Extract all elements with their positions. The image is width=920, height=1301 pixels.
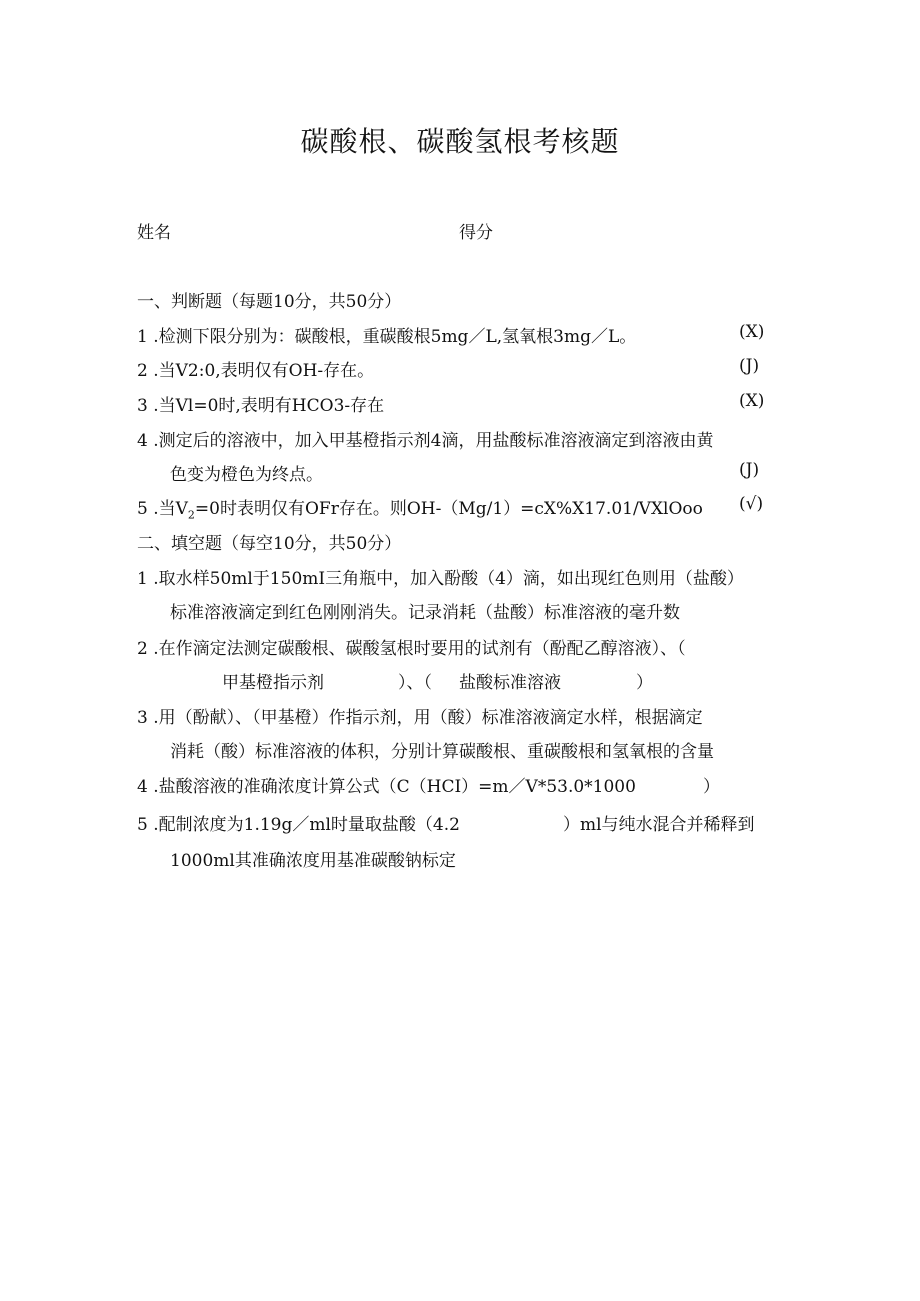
s1-q1-text: 1 .检测下限分别为：碳酸根，重碳酸根5mg／L,氢氧根3mg／L。: [137, 327, 637, 347]
s2-q3-line2: 消耗（酸）标准溶液的体积，分别计算碳酸根、重碳酸根和氢氧根的含量: [170, 742, 714, 762]
name-label: 姓名: [137, 223, 171, 243]
s2-q5-line2: 1000ml其准确浓度用基准碳酸钠标定: [170, 851, 456, 871]
s1-q5-subscript: 2: [187, 508, 195, 522]
s2-q3-line1: 3 .用（酚献）、（甲基橙）作指示剂，用（酸）标准溶液滴定水样，根据滴定: [137, 708, 703, 728]
s2-q1-line2: 标准溶液滴定到红色刚刚消失。记录消耗（盐酸）标准溶液的毫升数: [170, 603, 680, 623]
page-title: 碳酸根、碳酸氢根考核题: [300, 125, 620, 158]
s1-q5-text: [137, 494, 703, 521]
s2-q4-text: 4 .盐酸溶液的准确浓度计算公式（C（HCI）=m／V*53.0*1000: [137, 777, 636, 797]
s1-q5-mark: (√): [739, 494, 764, 514]
s1-q5-text-b: =0时表明仅有OFr存在。则OH-（Mg/1）=cX%X17.01/VXlOoo: [194, 499, 703, 519]
s2-q2-separator: ）、（: [398, 673, 432, 693]
s1-q4-line2: 色变为橙色为终点。: [170, 465, 323, 485]
s1-q4-line1: 4 .测定后的溶液中，加入甲基橙指示剂4滴，用盐酸标准溶液滴定到溶液由黄: [137, 431, 714, 451]
section1-heading: 一、判断题（每题10分，共50分）: [137, 292, 402, 312]
s1-q4-mark: (J): [739, 460, 760, 480]
s1-q2-text: 2 .当V2:0,表明仅有OH-存在。: [137, 361, 375, 381]
s2-q2-close: ）: [636, 673, 653, 693]
s1-q3-text: 3 .当Vl=0时,表明有HCO3-存在: [137, 396, 385, 416]
s2-q2-answer1: 甲基橙指示剂: [222, 673, 324, 693]
score-label: 得分: [459, 223, 493, 243]
s2-q1-line1: 1 .取水样50ml于150mI三角瓶中，加入酚酸（4）滴，如出现红色则用（盐酸）: [137, 569, 744, 589]
s1-q3-mark: (X): [739, 391, 765, 411]
s1-q2-mark: (J): [739, 356, 760, 376]
s2-q2-answer2: 盐酸标准溶液: [459, 673, 561, 693]
section2-heading: 二、填空题（每空10分，共50分）: [137, 534, 402, 554]
s2-q5-line1b: ）ml与纯水混合并稀释到: [563, 815, 755, 835]
s1-q1-mark: (X): [739, 322, 765, 342]
s1-q5-text-a: 5 .当V: [137, 499, 188, 519]
s2-q2-line1: 2 .在作滴定法测定碳酸根、碳酸氢根时要用的试剂有（酚配乙醇溶液）、（: [137, 639, 686, 659]
s2-q4-close: ）: [703, 777, 720, 797]
s2-q5-line1: 5 .配制浓度为1.19g／ml时量取盐酸（4.2: [137, 815, 460, 835]
